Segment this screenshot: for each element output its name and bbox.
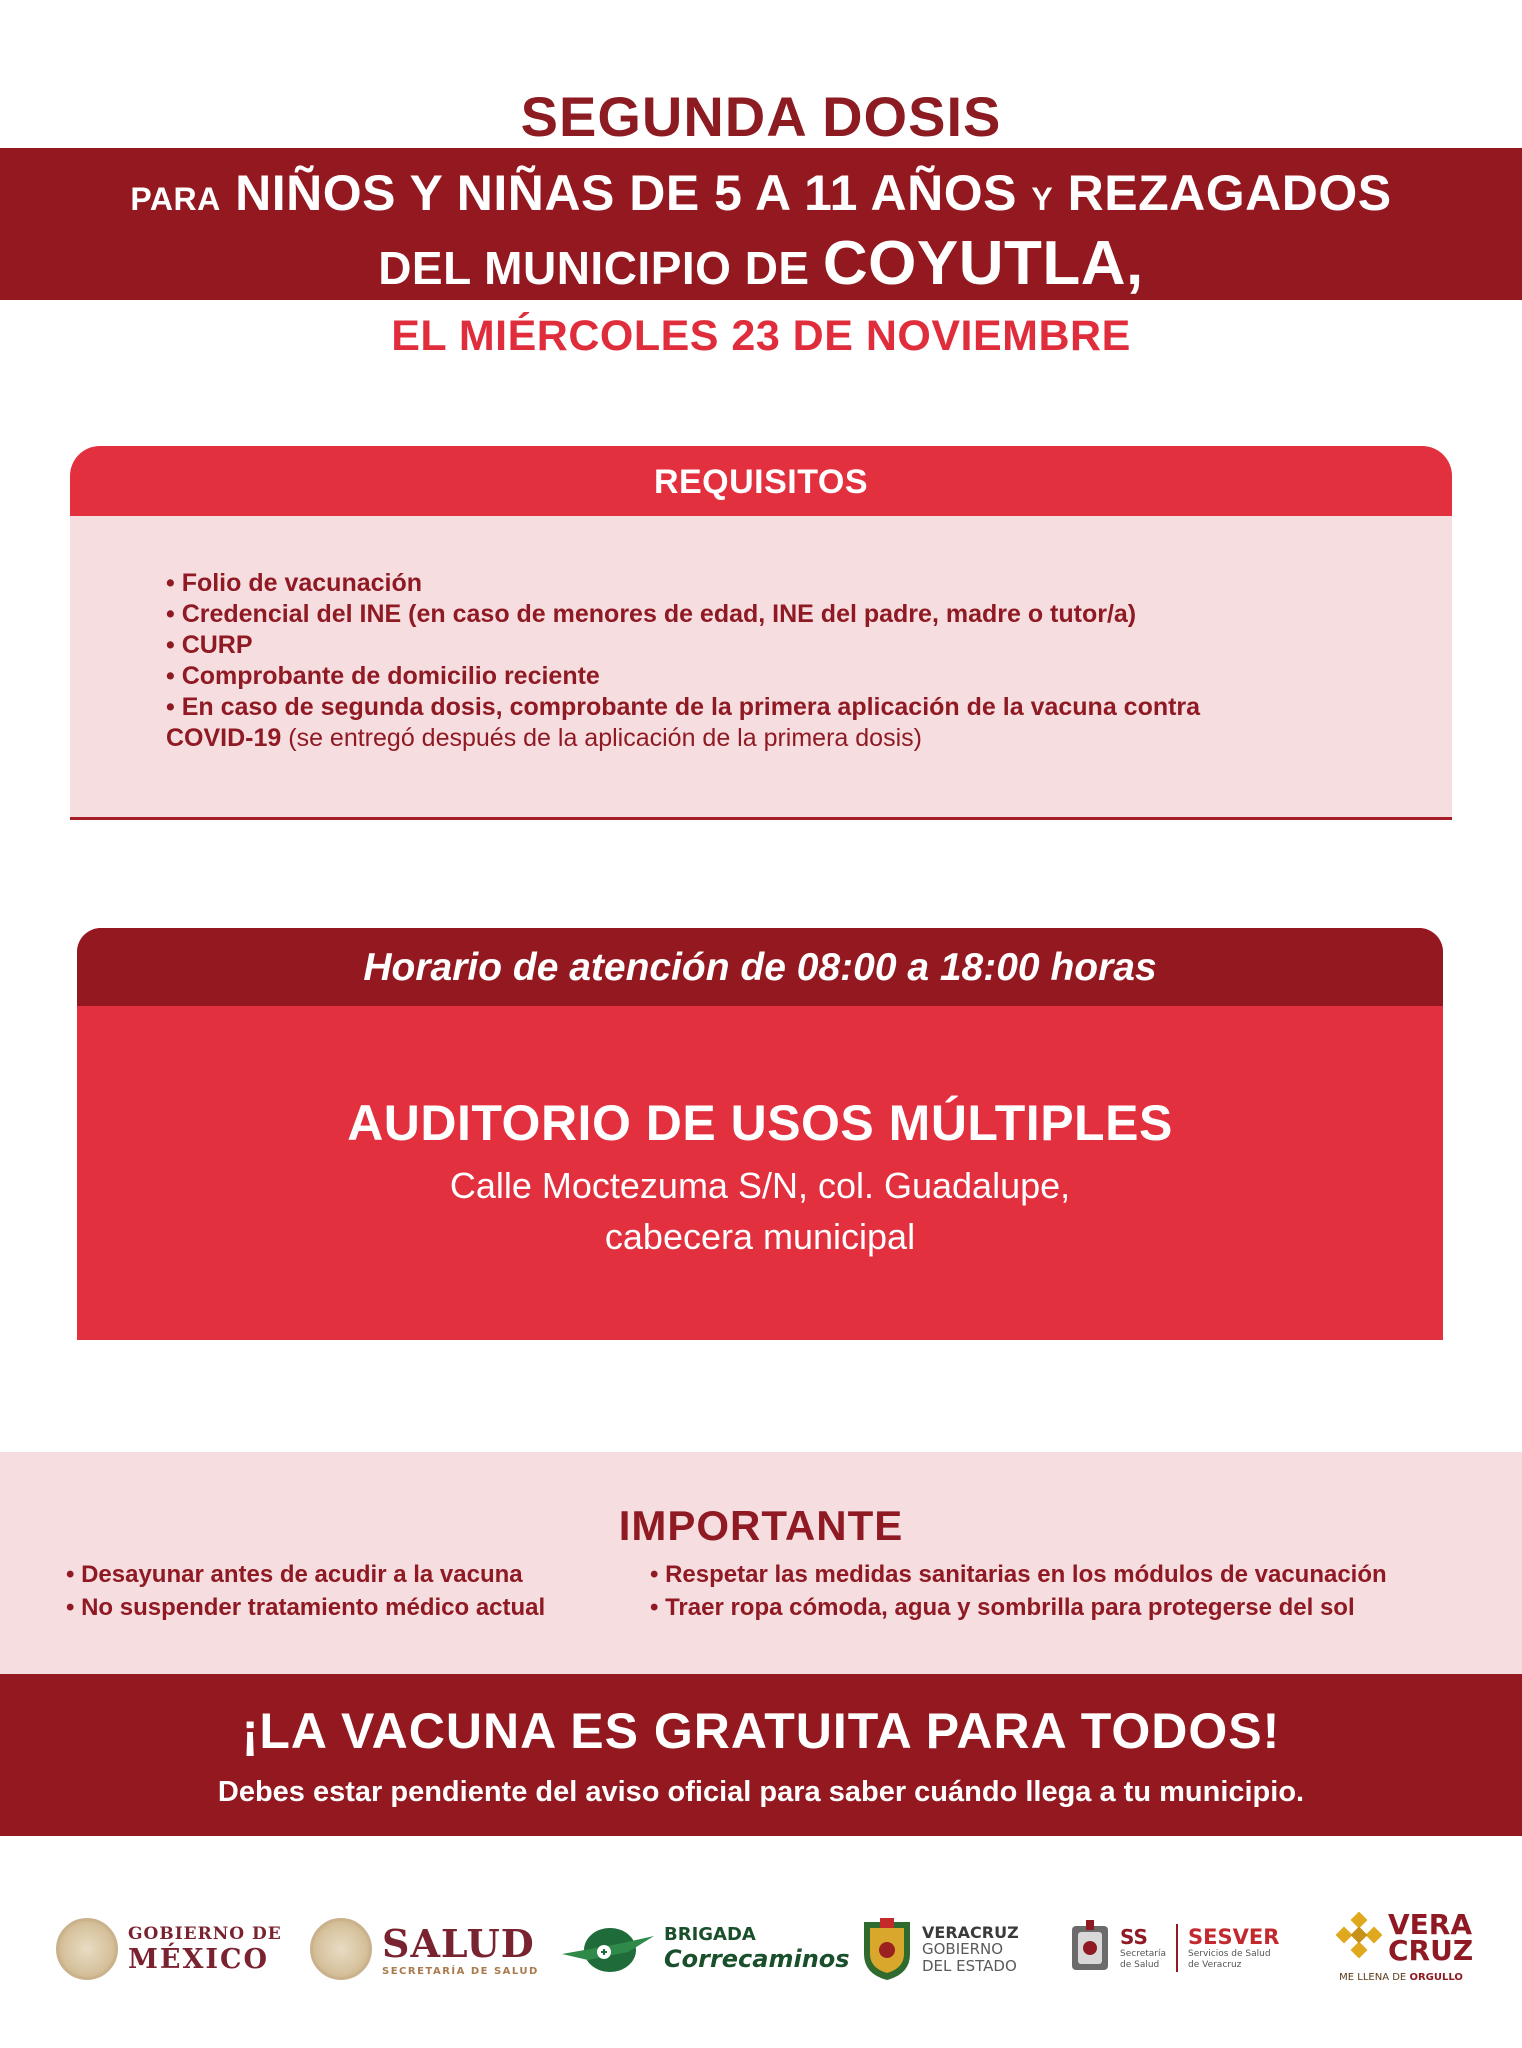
important-item: • No suspender tratamiento médico actual bbox=[66, 1594, 546, 1621]
roadrunner-icon bbox=[558, 1918, 658, 1978]
salud-logo-line-2: SECRETARÍA DE SALUD bbox=[382, 1966, 539, 1977]
venue-address-line-1: Calle Moctezuma S/N, col. Guadalupe, bbox=[449, 1165, 1071, 1206]
veracruz-logo-line-1: VERACRUZ bbox=[922, 1922, 1019, 1942]
requirement-item: • Credencial del INE (en caso de menores de edad, INE del padre, madre o tutor/a) bbox=[166, 600, 1137, 628]
ss-logo-line-1: SS bbox=[1120, 1925, 1148, 1949]
brigada-logo-line-1: BRIGADA bbox=[664, 1923, 756, 1945]
veracruz-logo-line-3: DEL ESTADO bbox=[922, 1956, 1017, 1975]
requirement-covid-note: (se entregó después de la aplicación de la primera dosis) bbox=[281, 724, 922, 752]
requirements-panel bbox=[70, 446, 1452, 820]
free-vaccine-subtitle: Debes estar pendiente del aviso oficial para saber cuándo llega a tu municipio. bbox=[217, 1776, 1305, 1808]
requirements-heading: REQUISITOS bbox=[70, 446, 1452, 516]
veracruz-brand-logo bbox=[1336, 1908, 1476, 1992]
national-seal-icon bbox=[56, 1918, 118, 1980]
salud-logo bbox=[310, 1918, 539, 1980]
free-vaccine-banner bbox=[0, 1674, 1522, 1836]
header-line-2 bbox=[0, 228, 1522, 299]
important-list-left bbox=[66, 1558, 545, 1624]
venue-address-line-2: cabecera municipal bbox=[604, 1216, 916, 1257]
venue-address bbox=[77, 1160, 1443, 1262]
header-band bbox=[0, 148, 1522, 300]
header-audience: NIÑOS Y NIÑAS DE 5 A 11 AÑOS bbox=[235, 165, 1017, 221]
requirement-item: • En caso de segunda dosis, comprobante de la primera aplicación de la vacuna contra bbox=[166, 693, 1201, 721]
sesver-logo-line-1: SESVER bbox=[1188, 1925, 1280, 1949]
header-rezagados: REZAGADOS bbox=[1067, 165, 1392, 221]
logo-divider bbox=[1176, 1924, 1178, 1972]
sesver-logo-line-3: de Veracruz bbox=[1188, 1960, 1242, 1970]
requirement-covid-label: COVID-19 bbox=[166, 724, 282, 752]
header-small-para: PARA bbox=[130, 181, 221, 217]
requirement-item: • Comprobante de domicilio reciente bbox=[166, 662, 600, 690]
requirement-item: • CURP bbox=[166, 631, 253, 659]
schedule-panel bbox=[77, 928, 1443, 1340]
ss-logo-line-2: Secretaría bbox=[1120, 1949, 1166, 1959]
header-small-y: Y bbox=[1031, 181, 1054, 217]
ss-emblem-icon bbox=[1066, 1918, 1114, 1978]
veracruz-logo-line-2: GOBIERNO bbox=[922, 1939, 1004, 1958]
header-municipio-label: DEL MUNICIPIO DE bbox=[378, 242, 810, 294]
brigada-logo-line-2: Correcaminos bbox=[664, 1944, 850, 1973]
schedule-heading: Horario de atención de 08:00 a 18:00 horas bbox=[77, 928, 1443, 1006]
gobierno-logo-line-1: GOBIERNO DE bbox=[128, 1923, 282, 1944]
free-vaccine-title: ¡LA VACUNA ES GRATUITA PARA TODOS! bbox=[241, 1703, 1281, 1759]
veracruz-tagline-a: ME LLENA DE bbox=[1339, 1972, 1410, 1983]
gobierno-logo-line-2: MÉXICO bbox=[128, 1943, 270, 1975]
veracruz-gobierno-logo bbox=[860, 1916, 1019, 1982]
national-seal-icon bbox=[310, 1918, 372, 1980]
requirements-list bbox=[166, 568, 1416, 754]
veracruz-brand-word-2: CRUZ bbox=[1388, 1934, 1474, 1967]
page-title: SEGUNDA DOSIS bbox=[520, 85, 1002, 148]
logo-strip bbox=[0, 1900, 1522, 2000]
sesver-logo-line-2: Servicios de Salud bbox=[1188, 1949, 1271, 1959]
important-item: • Traer ropa cómoda, agua y sombrilla para protegerse del sol bbox=[650, 1594, 1355, 1621]
important-list-right bbox=[650, 1558, 1387, 1624]
ss-logo-line-3: de Salud bbox=[1120, 1960, 1160, 1970]
important-heading: IMPORTANTE bbox=[618, 1502, 904, 1549]
veracruz-tagline-b: ORGULLO bbox=[1409, 1972, 1463, 1983]
event-date: EL MIÉRCOLES 23 DE NOVIEMBRE bbox=[391, 312, 1131, 360]
veracruz-brand-tagline bbox=[1336, 1972, 1466, 1983]
brigada-correcaminos-logo bbox=[558, 1918, 850, 1978]
veracruz-flower-icon bbox=[1336, 1912, 1382, 1958]
ss-sesver-logo bbox=[1066, 1918, 1279, 1978]
gobierno-mexico-logo bbox=[56, 1918, 282, 1980]
requirement-item: • Folio de vacunación bbox=[166, 569, 423, 597]
important-section bbox=[0, 1452, 1522, 1674]
veracruz-brand-word-1: VERA bbox=[1388, 1908, 1473, 1941]
venue-name: AUDITORIO DE USOS MÚLTIPLES bbox=[347, 1095, 1173, 1151]
header-line-1 bbox=[0, 164, 1522, 222]
header-municipio-name: COYUTLA, bbox=[822, 229, 1144, 298]
requirement-item-continued bbox=[166, 723, 1416, 754]
veracruz-shield-icon bbox=[860, 1916, 914, 1982]
important-item: • Respetar las medidas sanitarias en los módulos de vacunación bbox=[650, 1561, 1387, 1588]
important-item: • Desayunar antes de acudir a la vacuna bbox=[66, 1561, 523, 1588]
salud-logo-line-1: SALUD bbox=[382, 1921, 535, 1966]
